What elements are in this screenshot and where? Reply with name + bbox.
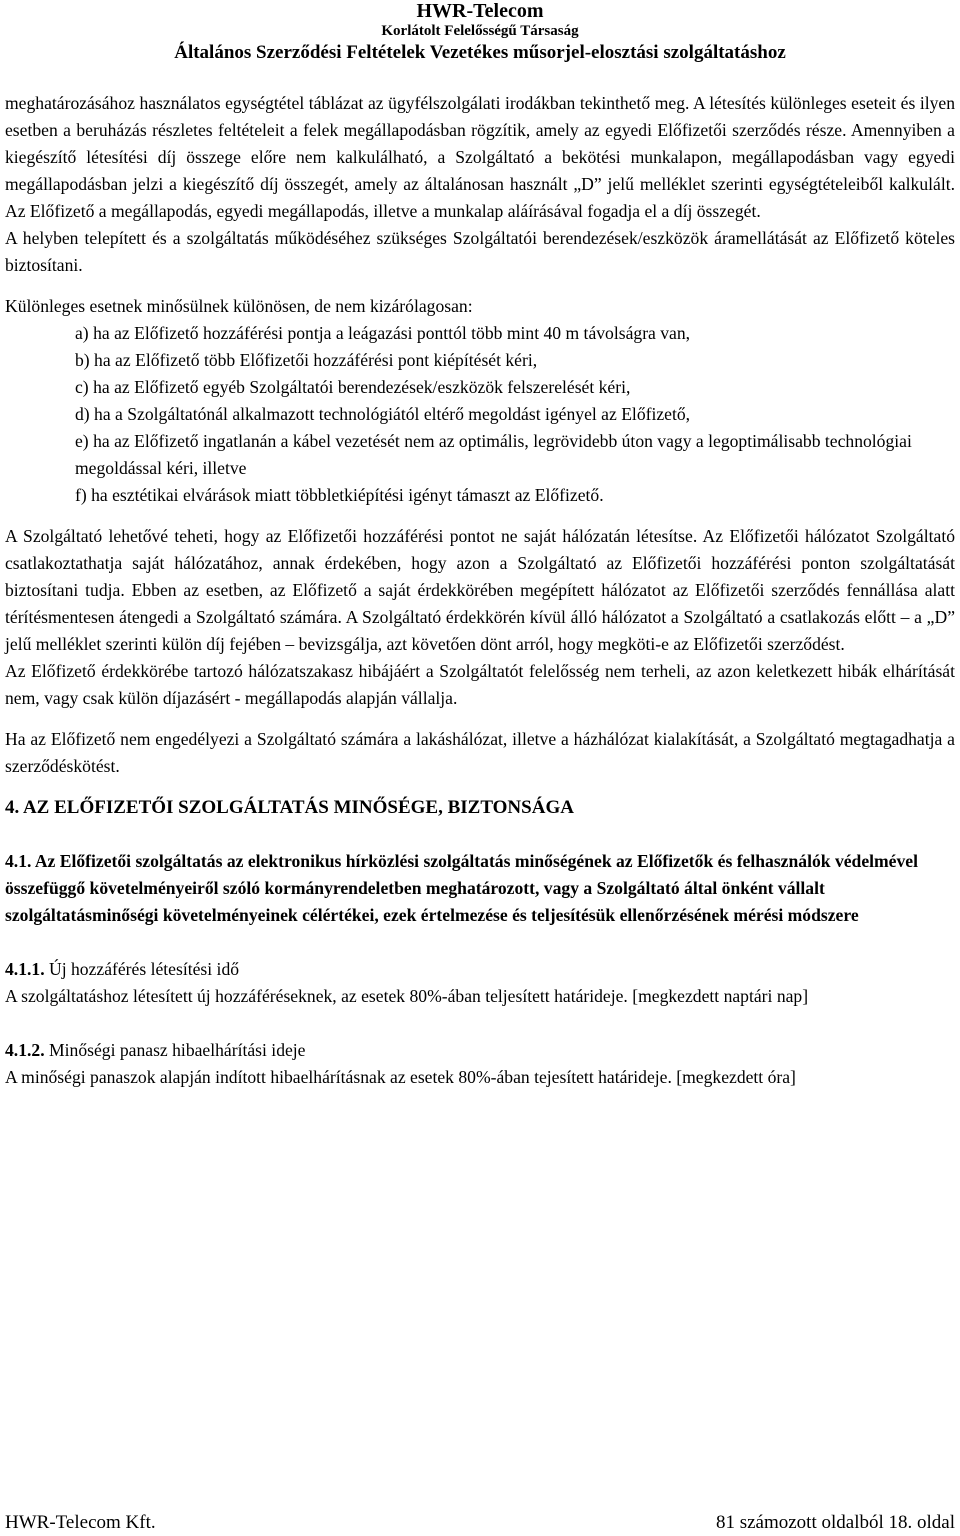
section-4-1-1-text: A szolgáltatáshoz létesített új hozzáféréseknek, az esetek 80%-ában teljesített határideje. [megkezdett naptári nap]	[5, 986, 809, 1006]
footer-company: HWR-Telecom Kft.	[5, 1512, 156, 1533]
list-item: a) ha az Előfizető hozzáférési pontja a leágazási ponttól több mint 40 m távolságra van,	[75, 323, 691, 343]
header-company-form: Korlátolt Felelősségű Társaság	[381, 23, 579, 39]
list-item: c) ha az Előfizető egyéb Szolgáltatói berendezések/eszközök felszerelését kéri,	[75, 377, 631, 397]
section-4-1-1-number: 4.1.1.	[5, 959, 45, 979]
footer-page-number: 81 számozott oldalból 18. oldal	[715, 1512, 955, 1533]
list-item: e) ha az Előfizető ingatlanán a kábel vezetését nem az optimális, legrövidebb úton vagy a legoptimálisabb technológiai megoldással kéri, illetve	[75, 431, 912, 478]
paragraph-subscriber-network: A Szolgáltató lehetővé teheti, hogy az Előfizetői hozzáférési pontot ne saját hálózatán létesítse. Az Előfizetői hálózatot Szolgáltató csatlakoztathatja saját hálózatához, annak érdekében, hogy azon a Szolgáltató az Előfizetői hozzáférési ponton szolgáltatását biztosítani tudja. Ebben az esetben, az Előfizető a saját érdekkörében megépített hálózatot az Előfizetői szerződés fennállása alatt térítésmentesen átengedi a Szolgáltató számára. A Szolgáltató érdekkörén kívül álló hálózatot a Szolgáltató a csatlakozás előtt – a „D” jelű melléklet szerinti külön díj fejében – bevizsgálja, azt követően dönt arról, hogy megköti-e az Előfizetői szerződést.	[5, 526, 955, 654]
section-4-1-2-number: 4.1.2.	[5, 1040, 45, 1060]
document-body	[5, 90, 955, 1091]
section-4-1-heading: 4.1. Az Előfizetői szolgáltatás az elektronikus hírközlési szolgáltatás minőségének az Előfizetők és felhasználók védelmével összefüggő követelményeiről szóló kormányrendeletben meghatározott, vagy a Szolgáltató által önként vállalt szolgáltatásminőségi követelményeinek célértékei, ezek értelmezése és teljesítésük ellenőrzésének mérési módszere	[5, 851, 918, 925]
list-item: d) ha a Szolgáltatónál alkalmazott technológiától eltérő megoldást igényel az Előfizető,	[75, 404, 691, 424]
header-company-name: HWR-Telecom	[416, 0, 544, 22]
document-footer	[5, 1511, 955, 1535]
list-item: b) ha az Előfizető több Előfizetői hozzáférési pont kiépítését kéri,	[75, 350, 538, 370]
paragraph-liability: Az Előfizető érdekkörébe tartozó hálózatszakasz hibájáért a Szolgáltatót felelősség nem terheli, az azon keletkezett hibák elhárítását nem, vagy csak külön díjazásért - megállapodás alapján vállalja.	[5, 661, 955, 708]
section-4-1-1-heading	[5, 956, 955, 983]
section-4-1-1-title: Új hozzáférés létesítési idő	[49, 959, 240, 979]
paragraph-power-supply: A helyben telepített és a szolgáltatás működéséhez szükséges Szolgáltatói berendezések/eszközök áramellátását az Előfizető köteles biztosítani.	[5, 228, 955, 275]
section-4-title: 4. AZ ELŐFIZETŐI SZOLGÁLTATÁS MINŐSÉGE, BIZTONSÁGA	[5, 797, 574, 818]
paragraph-installation-fees: meghatározásához használatos egységtétel táblázat az ügyfélszolgálati irodákban tekinthető meg. A létesítés különleges eseteit és ilyen esetben a beruházás részletes feltételeit a felek megállapodásban rögzítik, amely az egyedi Előfizetői szerződés része. Amennyiben a kiegészítő létesítési díj összege előre nem kalkulálható, a Szolgáltató a bekötési munkalapon, megállapodásban vagy egyedi megállapodásban jelzi a kiegészítő díj összegét, amely az általánosan használt „D” jelű melléklet szerinti egységtételeiből kalkulált. Az Előfizető a megállapodás, egyedi megállapodás, illetve a munkalap aláírásával fogadja el a díj összegét.	[5, 93, 955, 221]
document-header	[0, 0, 960, 66]
section-4-1-2-title: Minőségi panasz hibaelhárítási ideje	[49, 1040, 306, 1060]
section-4-1-2-heading	[5, 1037, 955, 1064]
header-document-title: Általános Szerződési Feltételek Vezetékes műsorjel-elosztási szolgáltatáshoz	[174, 42, 786, 63]
list-item: f) ha esztétikai elvárások miatt többletkiépítési igényt támaszt az Előfizető.	[75, 485, 604, 505]
special-cases-list	[5, 320, 955, 509]
paragraph-refusal: Ha az Előfizető nem engedélyezi a Szolgáltató számára a lakáshálózat, illetve a házhálózat kialakítását, a Szolgáltató megtagadhatja a szerződéskötést.	[5, 729, 955, 776]
paragraph-special-cases-intro: Különleges esetnek minősülnek különösen, de nem kizárólagosan:	[5, 296, 473, 316]
section-4-1-2-text: A minőségi panaszok alapján indított hibaelhárításnak az esetek 80%-ában tejesített határideje. [megkezdett óra]	[5, 1067, 796, 1087]
